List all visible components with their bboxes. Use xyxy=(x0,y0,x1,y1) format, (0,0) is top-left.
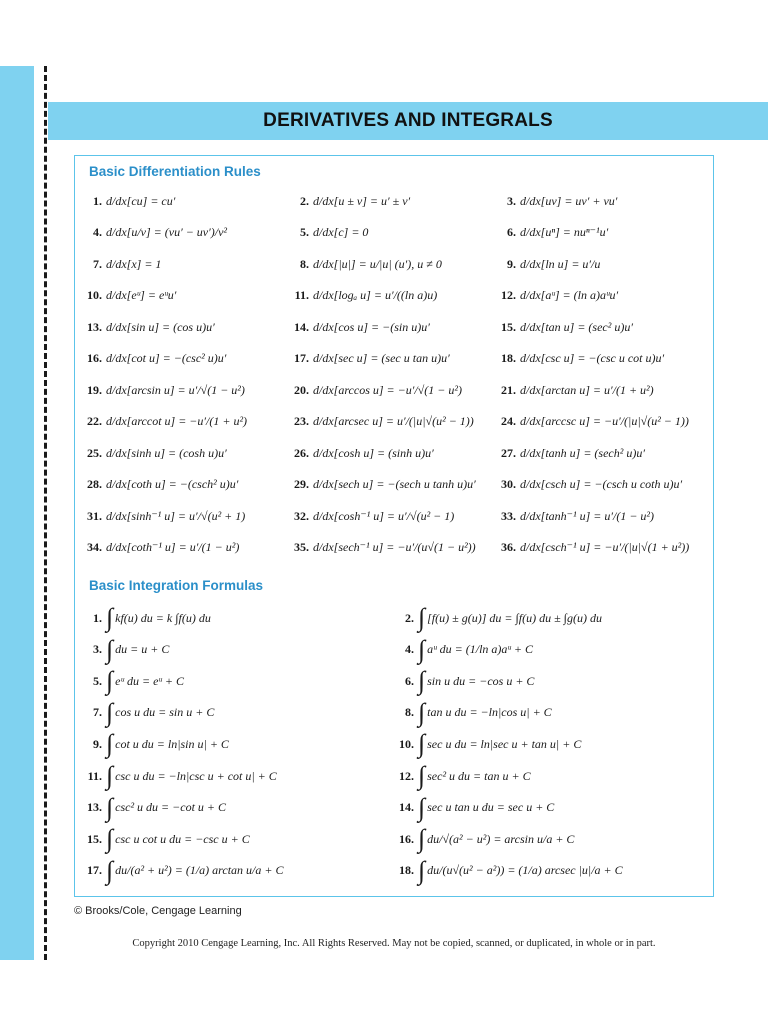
integration-formula xyxy=(394,792,554,824)
differentiation-rule xyxy=(289,407,474,437)
differentiation-rule xyxy=(82,312,215,342)
tear-out-label: Tear out Formula Cards for Homework Success. xyxy=(35,161,47,407)
rule-expression: d/dx[arcsec u] = u′/(|u|√(u² − 1)) xyxy=(313,414,474,428)
formula-expression: sec u du = ln|sec u + tan u| + C xyxy=(427,736,582,751)
differentiation-rule xyxy=(496,218,608,248)
rule-number: 25. xyxy=(87,445,102,460)
differentiation-rule xyxy=(289,375,462,405)
integration-formula xyxy=(82,823,250,855)
differentiation-rule xyxy=(496,407,689,437)
formula-expression: sec u tan u du = sec u + C xyxy=(427,800,555,815)
differentiation-rule xyxy=(496,438,645,468)
differentiation-rule xyxy=(496,470,682,500)
rule-number: 16. xyxy=(87,351,102,365)
integral-sign-icon: ∫ xyxy=(106,603,114,632)
formula-number: 5. xyxy=(93,673,102,688)
rule-expression: d/dx[logₐ u] = u′/((ln a)u) xyxy=(313,288,438,302)
formula-number: 18. xyxy=(399,863,414,878)
differentiation-rule xyxy=(289,186,410,216)
integral-sign-icon: ∫ xyxy=(106,697,114,727)
integration-formula xyxy=(82,792,226,824)
integration-formula xyxy=(82,760,277,792)
differentiation-rule xyxy=(289,344,450,374)
differentiation-rule xyxy=(289,218,368,248)
rule-number: 31. xyxy=(87,508,102,523)
formula-number: 16. xyxy=(399,831,414,846)
rule-number: 26. xyxy=(294,445,309,460)
rule-number: 20. xyxy=(294,382,309,397)
integration-formula xyxy=(394,697,552,729)
rule-expression: d/dx[coth u] = −(csch² u)u′ xyxy=(106,477,239,491)
rule-number: 17. xyxy=(294,351,309,365)
integral-sign-icon: ∫ xyxy=(418,666,426,696)
rule-expression: d/dx[sec u] = (sec u tan u)u′ xyxy=(313,351,450,365)
integral-sign-icon: ∫ xyxy=(418,729,426,759)
rule-expression: d/dx[c] = 0 xyxy=(313,225,369,239)
differentiation-section-title: Basic Differentiation Rules xyxy=(89,164,261,179)
integration-formula xyxy=(394,855,623,887)
rule-expression: d/dx[u/v] = (vu′ − uv′)/v² xyxy=(106,225,228,239)
formula-number: 15. xyxy=(87,831,102,846)
formula-expression: tan u du = −ln|cos u| + C xyxy=(427,705,552,720)
integral-sign-icon: ∫ xyxy=(106,824,114,854)
rule-number: 23. xyxy=(294,414,309,428)
integral-sign-icon: ∫ xyxy=(106,855,114,885)
integration-formula xyxy=(394,760,531,792)
rule-number: 4. xyxy=(93,225,102,239)
rule-expression: d/dx[sin u] = (cos u)u′ xyxy=(106,319,215,334)
differentiation-rule xyxy=(289,281,437,311)
differentiation-rule xyxy=(496,312,633,342)
rule-expression: d/dx[sinh⁻¹ u] = u′/√(u² + 1) xyxy=(106,508,246,523)
rule-expression: d/dx[csch⁻¹ u] = −u′/(|u|√(1 + u²)) xyxy=(520,540,690,554)
formula-number: 13. xyxy=(87,800,102,815)
formula-expression: du/√(a² − u²) = arcsin u/a + C xyxy=(427,831,575,846)
rule-expression: d/dx[aᵘ] = (ln a)aᵘu′ xyxy=(520,288,619,302)
rule-number: 5. xyxy=(300,225,309,239)
rule-number: 30. xyxy=(501,477,516,491)
rule-number: 33. xyxy=(501,508,516,523)
formula-expression: du/(u√(u² − a²)) = (1/a) arcsec |u|/a + C xyxy=(427,863,623,878)
formula-number: 2. xyxy=(405,610,414,625)
rule-number: 10. xyxy=(87,288,102,302)
integration-formula xyxy=(394,634,533,666)
formula-expression: sin u du = −cos u + C xyxy=(427,673,535,688)
formula-number: 10. xyxy=(399,736,414,751)
differentiation-rule xyxy=(496,533,689,563)
differentiation-rule xyxy=(82,281,176,311)
rule-expression: d/dx[cos u] = −(sin u)u′ xyxy=(313,319,430,334)
integration-formula xyxy=(82,855,284,887)
rule-expression: d/dx[arccsc u] = −u′/(|u|√(u² − 1)) xyxy=(520,414,689,428)
differentiation-rule xyxy=(82,218,227,248)
integral-sign-icon: ∫ xyxy=(106,666,114,696)
copyright-notice: Copyright 2010 Cengage Learning, Inc. All Rights Reserved. May not be copied, scanned, or duplicated, in whole or in part. xyxy=(132,938,656,949)
integration-formula xyxy=(394,728,581,760)
rule-expression: d/dx[ln u] = u′/u xyxy=(520,256,601,271)
rule-expression: d/dx[arcsin u] = u′/√(1 − u²) xyxy=(106,382,245,397)
integral-sign-icon: ∫ xyxy=(106,729,114,759)
rule-number: 7. xyxy=(93,256,102,271)
rule-expression: d/dx[x] = 1 xyxy=(106,256,162,271)
formula-expression: kf(u) du = k ∫f(u) du xyxy=(115,610,211,625)
rule-number: 19. xyxy=(87,382,102,397)
integration-formula xyxy=(82,602,211,634)
rule-number: 12. xyxy=(501,288,516,302)
rule-expression: d/dx[tanh u] = (sech² u)u′ xyxy=(520,445,645,460)
formula-expression: sec² u du = tan u + C xyxy=(427,768,531,783)
differentiation-rule xyxy=(82,249,161,279)
differentiation-rule xyxy=(82,533,239,563)
rule-expression: d/dx[|u|] = u/|u| (u′), u ≠ 0 xyxy=(313,256,442,271)
integration-formula xyxy=(394,602,602,634)
rule-expression: d/dx[cu] = cu′ xyxy=(106,193,176,208)
rule-expression: d/dx[csch u] = −(csch u coth u)u′ xyxy=(520,477,683,491)
rule-expression: d/dx[sech⁻¹ u] = −u′/(u√(1 − u²)) xyxy=(313,540,476,554)
rule-expression: d/dx[sinh u] = (cosh u)u′ xyxy=(106,445,227,460)
page-title: DERIVATIVES AND INTEGRALS xyxy=(48,102,768,140)
integration-formula xyxy=(82,697,214,729)
integral-sign-icon: ∫ xyxy=(418,603,426,632)
integral-sign-icon: ∫ xyxy=(418,761,426,790)
integral-sign-icon: ∫ xyxy=(106,761,114,790)
rule-expression: d/dx[cosh u] = (sinh u)u′ xyxy=(313,445,434,460)
differentiation-rule xyxy=(82,470,238,500)
rule-number: 3. xyxy=(507,193,516,208)
differentiation-rule xyxy=(289,438,434,468)
formula-number: 9. xyxy=(93,736,102,751)
formula-number: 17. xyxy=(87,863,102,878)
rule-number: 34. xyxy=(87,540,102,554)
rule-expression: d/dx[arccos u] = −u′/√(1 − u²) xyxy=(313,382,462,397)
integration-formula xyxy=(394,823,574,855)
formula-number: 3. xyxy=(93,642,102,657)
rule-number: 6. xyxy=(507,225,516,239)
integral-sign-icon: ∫ xyxy=(418,792,426,822)
differentiation-rule xyxy=(496,186,617,216)
tear-out-sidebar xyxy=(0,66,34,960)
integration-formula xyxy=(82,634,169,666)
rule-expression: d/dx[u ± v] = u′ ± v′ xyxy=(313,193,411,208)
rule-number: 2. xyxy=(300,193,309,208)
differentiation-rule xyxy=(289,501,454,531)
differentiation-rule xyxy=(82,186,175,216)
rule-number: 8. xyxy=(300,256,309,271)
rule-number: 28. xyxy=(87,477,102,491)
formula-expression: csc² u du = −cot u + C xyxy=(115,800,227,815)
differentiation-rule xyxy=(82,501,245,531)
formula-number: 4. xyxy=(405,642,414,657)
integration-formula xyxy=(394,665,534,697)
differentiation-rule xyxy=(82,407,247,437)
rule-expression: d/dx[arccot u] = −u′/(1 + u²) xyxy=(106,414,248,428)
rule-expression: d/dx[csc u] = −(csc u cot u)u′ xyxy=(520,351,665,365)
formula-expression: csc u cot u du = −csc u + C xyxy=(115,831,250,846)
differentiation-rule xyxy=(496,249,600,279)
rule-number: 11. xyxy=(294,288,309,302)
differentiation-rule xyxy=(82,438,227,468)
rule-expression: d/dx[tanh⁻¹ u] = u′/(1 − u²) xyxy=(520,508,655,523)
differentiation-rule xyxy=(496,501,654,531)
integration-formula xyxy=(82,665,184,697)
rule-expression: d/dx[sech u] = −(sech u tanh u)u′ xyxy=(313,477,476,491)
differentiation-rule xyxy=(496,344,664,374)
integral-sign-icon: ∫ xyxy=(418,855,426,885)
rule-number: 21. xyxy=(501,382,516,397)
formula-number: 7. xyxy=(93,705,102,720)
rule-number: 29. xyxy=(294,477,309,491)
rule-expression: d/dx[coth⁻¹ u] = u′/(1 − u²) xyxy=(106,540,240,554)
rule-number: 24. xyxy=(501,414,516,428)
integral-sign-icon: ∫ xyxy=(106,792,114,822)
formula-expression: [f(u) ± g(u)] du = ∫f(u) du ± ∫g(u) du xyxy=(427,610,602,625)
formula-number: 14. xyxy=(399,800,414,815)
differentiation-rule xyxy=(82,344,226,374)
formula-expression: csc u du = −ln|csc u + cot u| + C xyxy=(115,768,277,783)
rule-number: 15. xyxy=(501,319,516,334)
formula-number: 12. xyxy=(399,768,414,783)
differentiation-rule xyxy=(82,375,245,405)
formula-number: 1. xyxy=(93,610,102,625)
differentiation-rule xyxy=(496,375,654,405)
integral-sign-icon: ∫ xyxy=(418,634,426,664)
rule-expression: d/dx[tan u] = (sec² u)u′ xyxy=(520,319,633,334)
differentiation-rule xyxy=(289,249,442,279)
integral-sign-icon: ∫ xyxy=(418,697,426,727)
formula-expression: du = u + C xyxy=(115,642,170,657)
rule-number: 32. xyxy=(294,508,309,523)
formula-expression: cos u du = sin u + C xyxy=(115,705,215,720)
integration-formula xyxy=(82,728,229,760)
rule-expression: d/dx[arctan u] = u′/(1 + u²) xyxy=(520,382,654,397)
integral-sign-icon: ∫ xyxy=(106,634,114,664)
formula-expression: cot u du = ln|sin u| + C xyxy=(115,736,229,751)
rule-number: 22. xyxy=(87,414,102,428)
formula-number: 6. xyxy=(405,673,414,688)
image-credit: © Brooks/Cole, Cengage Learning xyxy=(74,905,242,917)
formula-number: 11. xyxy=(87,768,102,783)
differentiation-rule xyxy=(289,533,476,563)
rule-number: 1. xyxy=(93,193,102,208)
formula-expression: du/(a² + u²) = (1/a) arctan u/a + C xyxy=(115,863,284,878)
differentiation-rule xyxy=(289,470,476,500)
rule-expression: d/dx[cot u] = −(csc² u)u′ xyxy=(106,351,227,365)
integral-sign-icon: ∫ xyxy=(418,824,426,854)
rule-expression: d/dx[uⁿ] = nuⁿ⁻¹u′ xyxy=(520,225,609,239)
rule-number: 36. xyxy=(501,540,516,554)
rule-expression: d/dx[uv] = uv′ + vu′ xyxy=(520,193,618,208)
differentiation-rule xyxy=(289,312,430,342)
formula-expression: aᵘ du = (1/ln a)aᵘ + C xyxy=(427,642,534,657)
rule-number: 13. xyxy=(87,319,102,334)
formula-number: 8. xyxy=(405,705,414,720)
rule-expression: d/dx[eᵘ] = eᵘu′ xyxy=(106,288,177,302)
rule-number: 9. xyxy=(507,256,516,271)
rule-number: 18. xyxy=(501,351,516,365)
formula-expression: eᵘ du = eᵘ + C xyxy=(115,673,185,688)
integration-section-title: Basic Integration Formulas xyxy=(89,578,264,593)
rule-number: 14. xyxy=(294,319,309,334)
rule-number: 27. xyxy=(501,445,516,460)
rule-number: 35. xyxy=(294,540,309,554)
rule-expression: d/dx[cosh⁻¹ u] = u′/√(u² − 1) xyxy=(313,508,455,523)
differentiation-rule xyxy=(496,281,618,311)
